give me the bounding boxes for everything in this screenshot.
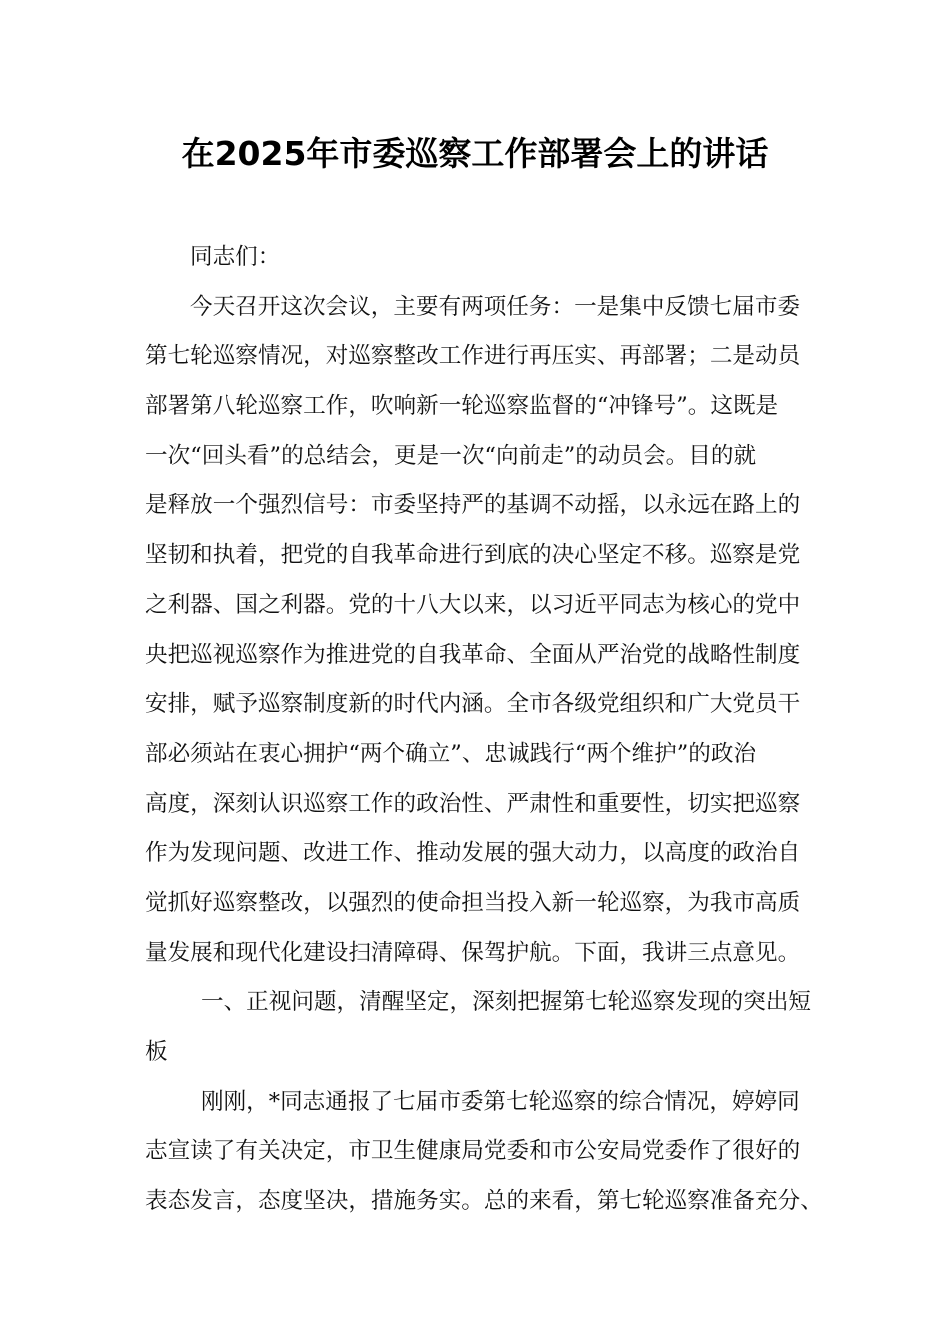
section-heading-line: 板 [145,1039,168,1065]
paragraph-line: 央把巡视巡察作为推进党的自我革命、全面从严治党的战略性制度 [145,641,801,668]
document-title: 在2025年市委巡察工作部署会上的讲话 [181,134,769,173]
paragraph-line: 坚韧和执着，把党的自我革命进行到底的决心坚定不移。巡察是党 [145,542,801,569]
paragraph-line: 量发展和现代化建设扫清障碍、保驾护航。下面，我讲三点意见。 [145,939,801,966]
paragraph-line: 作为发现问题、改进工作、推动发展的强大动力，以高度的政治自 [145,840,801,867]
paragraph-line: 部必须站在衷心拥护“两个确立”、忠诚践行“两个维护”的政治 [145,740,757,767]
section-heading-line: 一、正视问题，清醒坚定，深刻把握第七轮巡察发现的突出短 [201,989,812,1016]
paragraph-line: 表态发言，态度坚决，措施务实。总的来看，第七轮巡察准备充分、 [145,1188,823,1215]
paragraph-line: 今天召开这次会议，主要有两项任务：一是集中反馈七届市委 [190,293,801,320]
paragraph-line: 安排，赋予巡察制度新的时代内涵。全市各级党组织和广大党员干 [145,691,801,718]
paragraph-line: 志宣读了有关决定，市卫生健康局党委和市公安局党委作了很好的 [145,1138,801,1165]
paragraph-line: 第七轮巡察情况，对巡察整改工作进行再压实、再部署；二是动员 [145,343,801,370]
paragraph-line: 之利器、国之利器。党的十八大以来，以习近平同志为核心的党中 [145,591,801,618]
paragraph-line: 部署第八轮巡察工作，吹响新一轮巡察监督的“冲锋号”。这既是 [145,393,779,420]
paragraph-line: 一次“回头看”的总结会，更是一次“向前走”的动员会。目的就 [145,442,757,469]
paragraph-line: 高度，深刻认识巡察工作的政治性、严肃性和重要性，切实把巡察 [145,790,801,817]
salutation: 同志们： [190,244,281,270]
paragraph-line: 是释放一个强烈信号：市委坚持严的基调不动摇，以永远在路上的 [145,492,801,519]
document-body [145,233,825,1227]
paragraph-line: 觉抓好巡察整改，以强烈的使命担当投入新一轮巡察，为我市高质 [145,889,801,916]
paragraph-line: 刚刚，*同志通报了七届市委第七轮巡察的综合情况，婷婷同 [201,1088,800,1115]
